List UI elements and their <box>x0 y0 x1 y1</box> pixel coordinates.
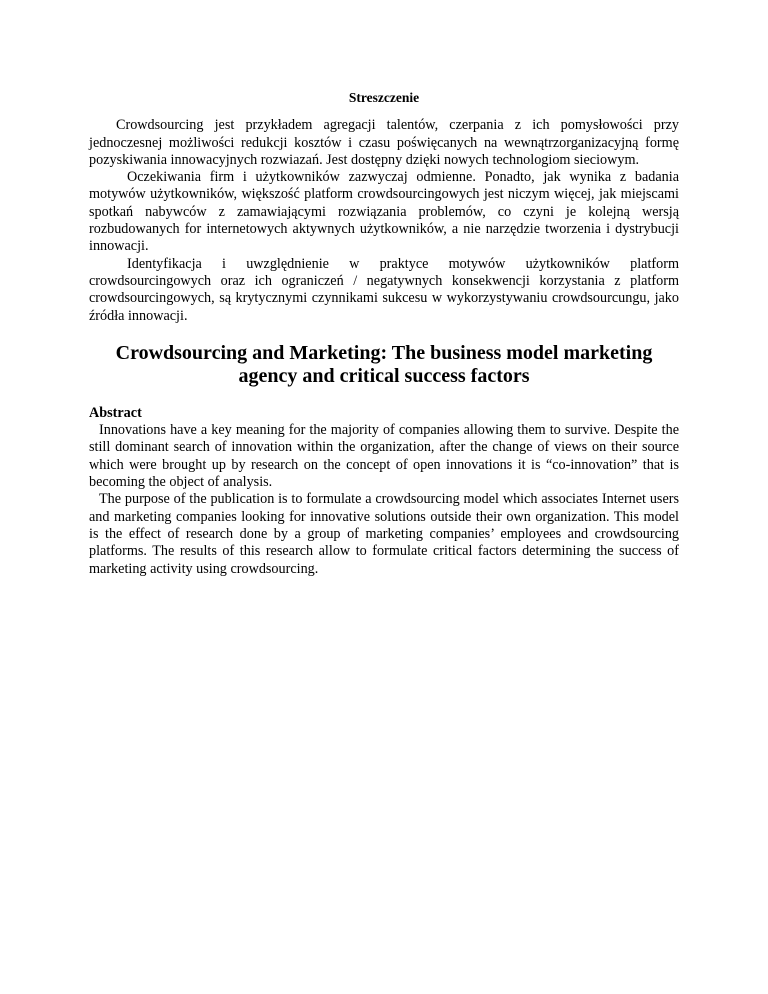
streszczenie-paragraph-3: Identyfikacja i uwzględnienie w praktyce motywów użytkowników platform crowdsourcingowych oraz ich ograniczeń / negatywnych konsekwencji korzystania z platform crowdsourcingowych, są krytycznymi czynnikami sukcesu w wykorzystywaniu crowdsourcungu, jako źródła innowacji. <box>89 255 679 324</box>
english-title: Crowdsourcing and Marketing: The business model marketing agency and critical success factors <box>115 341 653 387</box>
abstract-paragraph-2: The purpose of the publication is to formulate a crowdsourcing model which associates Internet users and marketing companies looking for innovative solutions outside their own organization. This model is the effect of research done by a group of marketing companies’ employees and crowdsourcing platforms. The results of this research allow to formulate critical factors determining the success of marketing activity using crowdsourcing. <box>89 491 679 577</box>
abstract-heading: Abstract <box>89 404 142 421</box>
streszczenie-heading: Streszczenie <box>348 90 420 105</box>
document-body <box>89 89 679 578</box>
streszczenie-paragraph-2: Oczekiwania firm i użytkowników zazwyczaj odmienne. Ponadto, jak wynika z badania motywów użytkowników, większość platform crowdsourcingowych jest niczym więcej, jak miejscami spotkań nabywców z zamawiającymi rozwiązania problemów, co czyni je kolejną wersją rozbudowanych for internetowych aktywnych użytkowników, a nie narzędzie tworzenia i dystrybucji innowacji. <box>89 169 679 255</box>
abstract-paragraph-1: Innovations have a key meaning for the majority of companies allowing them to survive. Despite the still dominant search of innovation within the organization, after the change of views on their source which were brought up by research on the concept of open innovations it is “co-innovation” that is becoming the object of analysis. <box>89 422 679 491</box>
streszczenie-paragraph-1: Crowdsourcing jest przykładem agregacji talentów, czerpania z ich pomysłowości przy jednoczesnej możliwości redukcji kosztów i czasu poświęcanych na wewnątrzorganizacyjną formę pozyskiwania innowacyjnych rozwiazań. Jest dostępny dzięki nowych technologiom sieciowym. <box>89 117 679 168</box>
